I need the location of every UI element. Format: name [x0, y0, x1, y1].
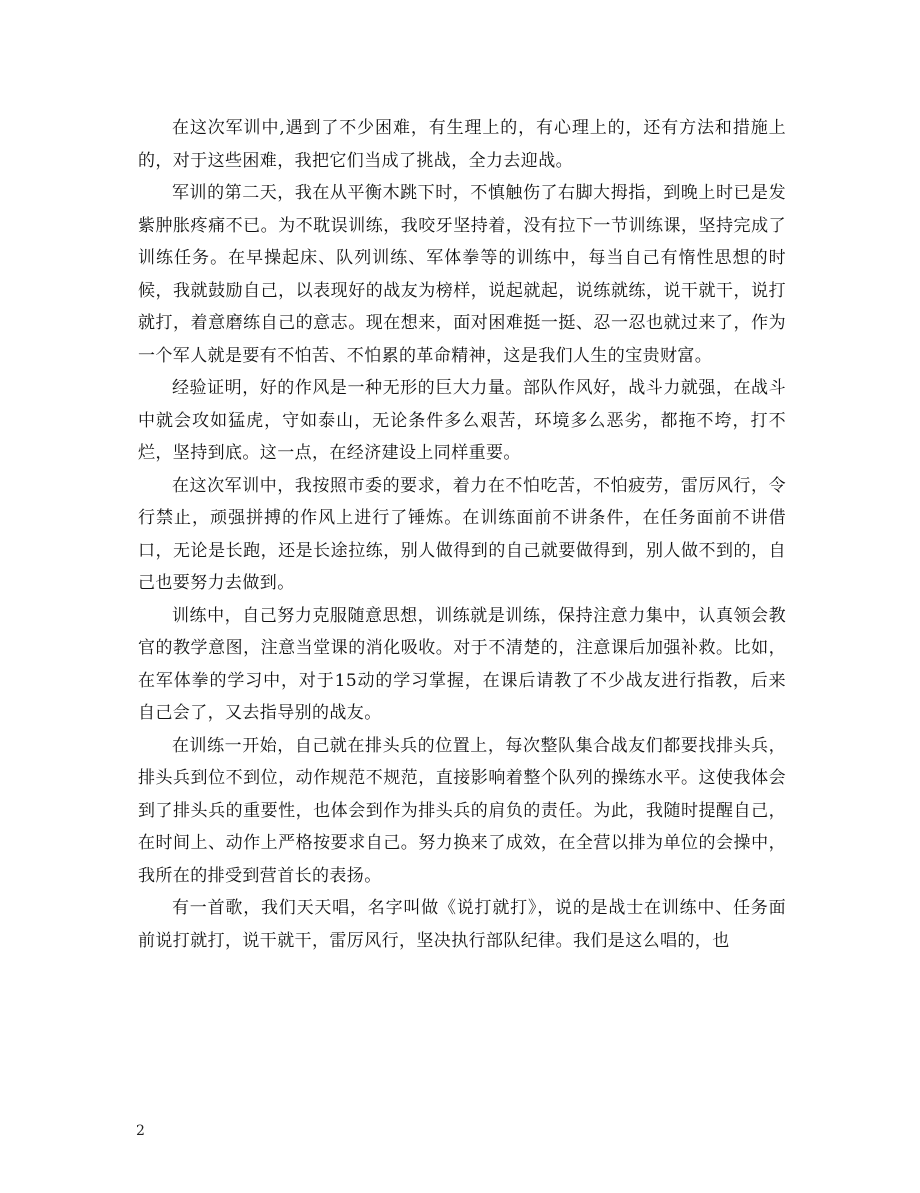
- paragraph-3: 经验证明，好的作风是一种无形的巨大力量。部队作风好，战斗力就强，在战斗中就会攻如猛虎，守如泰山，无论条件多么艰苦，环境多么恶劣，都拖不垮，打不烂，坚持到底。这一点，在经济建设上同样重要。: [138, 378, 786, 463]
- paragraph-1: 在这次军训中,遇到了不少困难，有生理上的，有心理上的，还有方法和措施上的，对于这些困难，我把它们当成了挑战，全力去迎战。: [138, 118, 786, 171]
- paragraph-7: 有一首歌，我们天天唱，名字叫做《说打就打》，说的是战士在训练中、任务面前说打就打，说干就干，雷厉风行，坚决执行部队纪律。我们是这么唱的，也: [138, 898, 786, 951]
- page-number: 2: [136, 1123, 145, 1139]
- document-body: [138, 112, 786, 957]
- paragraph-5: 训练中，自己努力克服随意思想，训练就是训练，保持注意力集中，认真领会教官的教学意图，注意当堂课的消化吸收。对于不清楚的，注意课后加强补救。比如，在军体拳的学习中，对于15动的学习掌握，在课后请教了不少战友进行指教，后来自己会了，又去指导别的战友。: [138, 605, 786, 723]
- paragraph-2: 军训的第二天，我在从平衡木跳下时，不慎触伤了右脚大拇指，到晚上时已是发紫肿胀疼痛不已。为不耽误训练，我咬牙坚持着，没有拉下一节训练课，坚持完成了训练任务。在早操起床、队列训练、军体拳等的训练中，每当自己有惰性思想的时候，我就鼓励自己，以表现好的战友为榜样，说起就起，说练就练，说干就干，说打就打，着意磨练自己的意志。现在想来，面对困难挺一挺、忍一忍也就过来了，作为一个军人就是要有不怕苦、不怕累的革命精神，这是我们人生的宝贵财富。: [138, 183, 786, 366]
- paragraph-4: 在这次军训中，我按照市委的要求，着力在不怕吃苦，不怕疲劳，雷厉风行，令行禁止，顽强拼搏的作风上进行了锤炼。在训练面前不讲条件，在任务面前不讲借口，无论是长跑，还是长途拉练，别人做得到的自己就要做得到，别人做不到的，自己也要努力去做到。: [138, 475, 786, 593]
- paragraph-6: 在训练一开始，自己就在排头兵的位置上，每次整队集合战友们都要找排头兵，排头兵到位不到位，动作规范不规范，直接影响着整个队列的操练水平。这使我体会到了排头兵的重要性，也体会到作为排头兵的肩负的责任。为此，我随时提醒自己，在时间上、动作上严格按要求自己。努力换来了成效，在全营以排为单位的会操中，我所在的排受到营首长的表扬。: [138, 735, 786, 886]
